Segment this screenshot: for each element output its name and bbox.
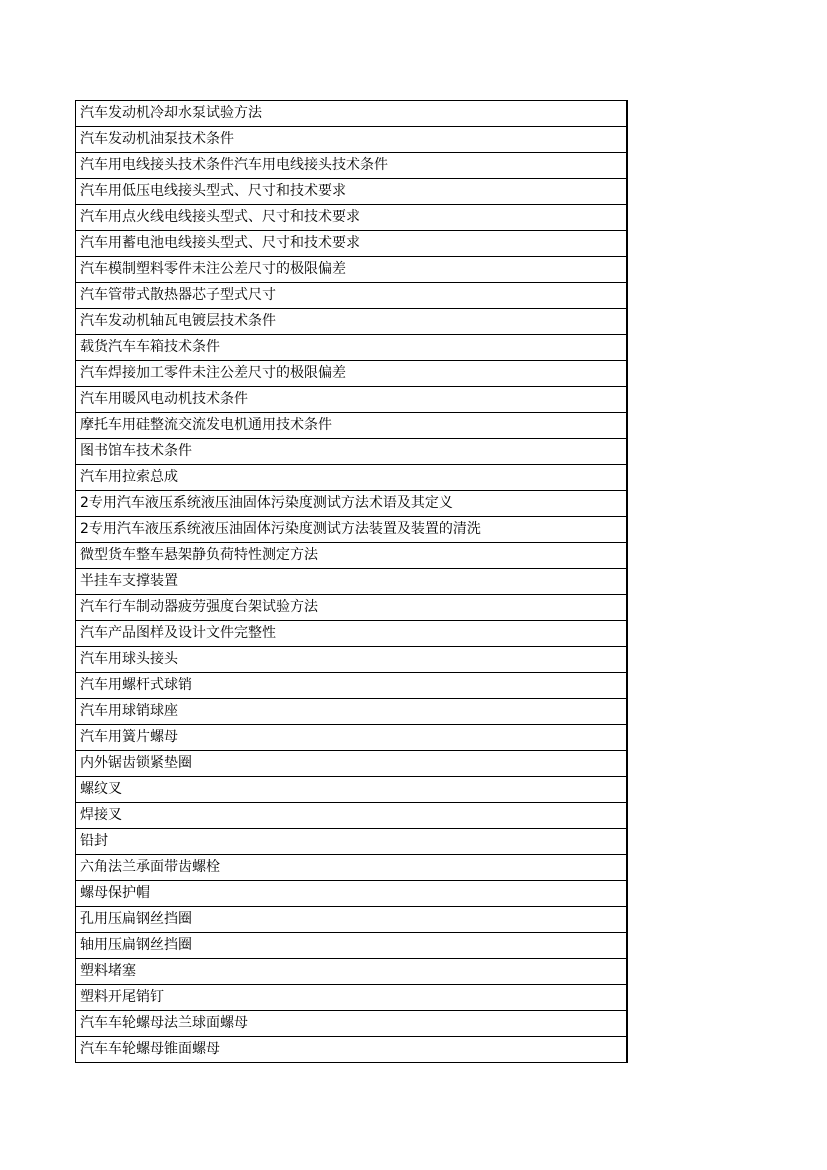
table-cell[interactable]: 塑料开尾销钉 (76, 985, 628, 1011)
table-cell[interactable]: 2专用汽车液压系统液压油固体污染度测试方法术语及其定义 (76, 491, 628, 517)
table-row (76, 101, 628, 127)
table-cell[interactable]: 汽车管带式散热器芯子型式尺寸 (76, 283, 628, 309)
table-row (76, 1011, 628, 1037)
table-row (76, 829, 628, 855)
table-cell[interactable]: 汽车用球销球座 (76, 699, 628, 725)
table-row (76, 309, 628, 335)
table-row (76, 673, 628, 699)
table-cell[interactable]: 汽车模制塑料零件未注公差尺寸的极限偏差 (76, 257, 628, 283)
standards-table (75, 100, 628, 1063)
table-cell[interactable]: 载货汽车车箱技术条件 (76, 335, 628, 361)
table-cell[interactable]: 汽车用球头接头 (76, 647, 628, 673)
table-cell[interactable]: 摩托车用硅整流交流发电机通用技术条件 (76, 413, 628, 439)
table-row (76, 621, 628, 647)
table-cell[interactable]: 微型货车整车悬架静负荷特性测定方法 (76, 543, 628, 569)
table-row (76, 127, 628, 153)
table-cell[interactable]: 焊接叉 (76, 803, 628, 829)
table-row (76, 933, 628, 959)
table-cell[interactable]: 铅封 (76, 829, 628, 855)
table-cell[interactable]: 汽车产品图样及设计文件完整性 (76, 621, 628, 647)
table-cell[interactable]: 2专用汽车液压系统液压油固体污染度测试方法装置及装置的清洗 (76, 517, 628, 543)
table-row (76, 595, 628, 621)
table-row (76, 881, 628, 907)
table-row (76, 413, 628, 439)
table-cell[interactable]: 汽车发动机冷却水泵试验方法 (76, 101, 628, 127)
table-row (76, 543, 628, 569)
table-cell[interactable]: 汽车用暖风电动机技术条件 (76, 387, 628, 413)
table-cell[interactable]: 汽车车轮螺母法兰球面螺母 (76, 1011, 628, 1037)
table-cell[interactable]: 螺母保护帽 (76, 881, 628, 907)
table-cell[interactable]: 半挂车支撑装置 (76, 569, 628, 595)
table-cell[interactable]: 汽车车轮螺母锥面螺母 (76, 1037, 628, 1063)
table-row (76, 855, 628, 881)
table-cell[interactable]: 孔用压扁钢丝挡圈 (76, 907, 628, 933)
table-cell[interactable]: 汽车用低压电线接头型式、尺寸和技术要求 (76, 179, 628, 205)
table-row (76, 699, 628, 725)
table-row (76, 439, 628, 465)
table-cell[interactable]: 汽车用蓄电池电线接头型式、尺寸和技术要求 (76, 231, 628, 257)
table-row (76, 777, 628, 803)
table-row (76, 907, 628, 933)
table-row (76, 335, 628, 361)
table-row (76, 361, 628, 387)
table-row (76, 647, 628, 673)
table-row (76, 491, 628, 517)
table-row (76, 725, 628, 751)
table-cell[interactable]: 螺纹叉 (76, 777, 628, 803)
table-row (76, 803, 628, 829)
table-cell[interactable]: 汽车用电线接头技术条件汽车用电线接头技术条件 (76, 153, 628, 179)
standards-table-body (76, 101, 628, 1063)
table-row (76, 517, 628, 543)
table-cell[interactable]: 轴用压扁钢丝挡圈 (76, 933, 628, 959)
table-cell[interactable]: 汽车发动机轴瓦电镀层技术条件 (76, 309, 628, 335)
table-cell[interactable]: 内外锯齿锁紧垫圈 (76, 751, 628, 777)
table-cell[interactable]: 汽车用点火线电线接头型式、尺寸和技术要求 (76, 205, 628, 231)
table-cell[interactable]: 六角法兰承面带齿螺栓 (76, 855, 628, 881)
table-row (76, 257, 628, 283)
table-cell[interactable]: 汽车发动机油泵技术条件 (76, 127, 628, 153)
table-row (76, 387, 628, 413)
table-row (76, 231, 628, 257)
table-cell[interactable]: 塑料堵塞 (76, 959, 628, 985)
table-cell[interactable]: 图书馆车技术条件 (76, 439, 628, 465)
table-cell[interactable]: 汽车焊接加工零件未注公差尺寸的极限偏差 (76, 361, 628, 387)
table-row (76, 283, 628, 309)
table-row (76, 959, 628, 985)
table-cell[interactable]: 汽车用簧片螺母 (76, 725, 628, 751)
table-cell[interactable]: 汽车行车制动器疲劳强度台架试验方法 (76, 595, 628, 621)
table-row (76, 153, 628, 179)
table-row (76, 465, 628, 491)
table-row (76, 985, 628, 1011)
table-row (76, 751, 628, 777)
table-cell[interactable]: 汽车用拉索总成 (76, 465, 628, 491)
table-row (76, 205, 628, 231)
table-row (76, 179, 628, 205)
table-cell[interactable]: 汽车用螺杆式球销 (76, 673, 628, 699)
table-row (76, 569, 628, 595)
table-row (76, 1037, 628, 1063)
